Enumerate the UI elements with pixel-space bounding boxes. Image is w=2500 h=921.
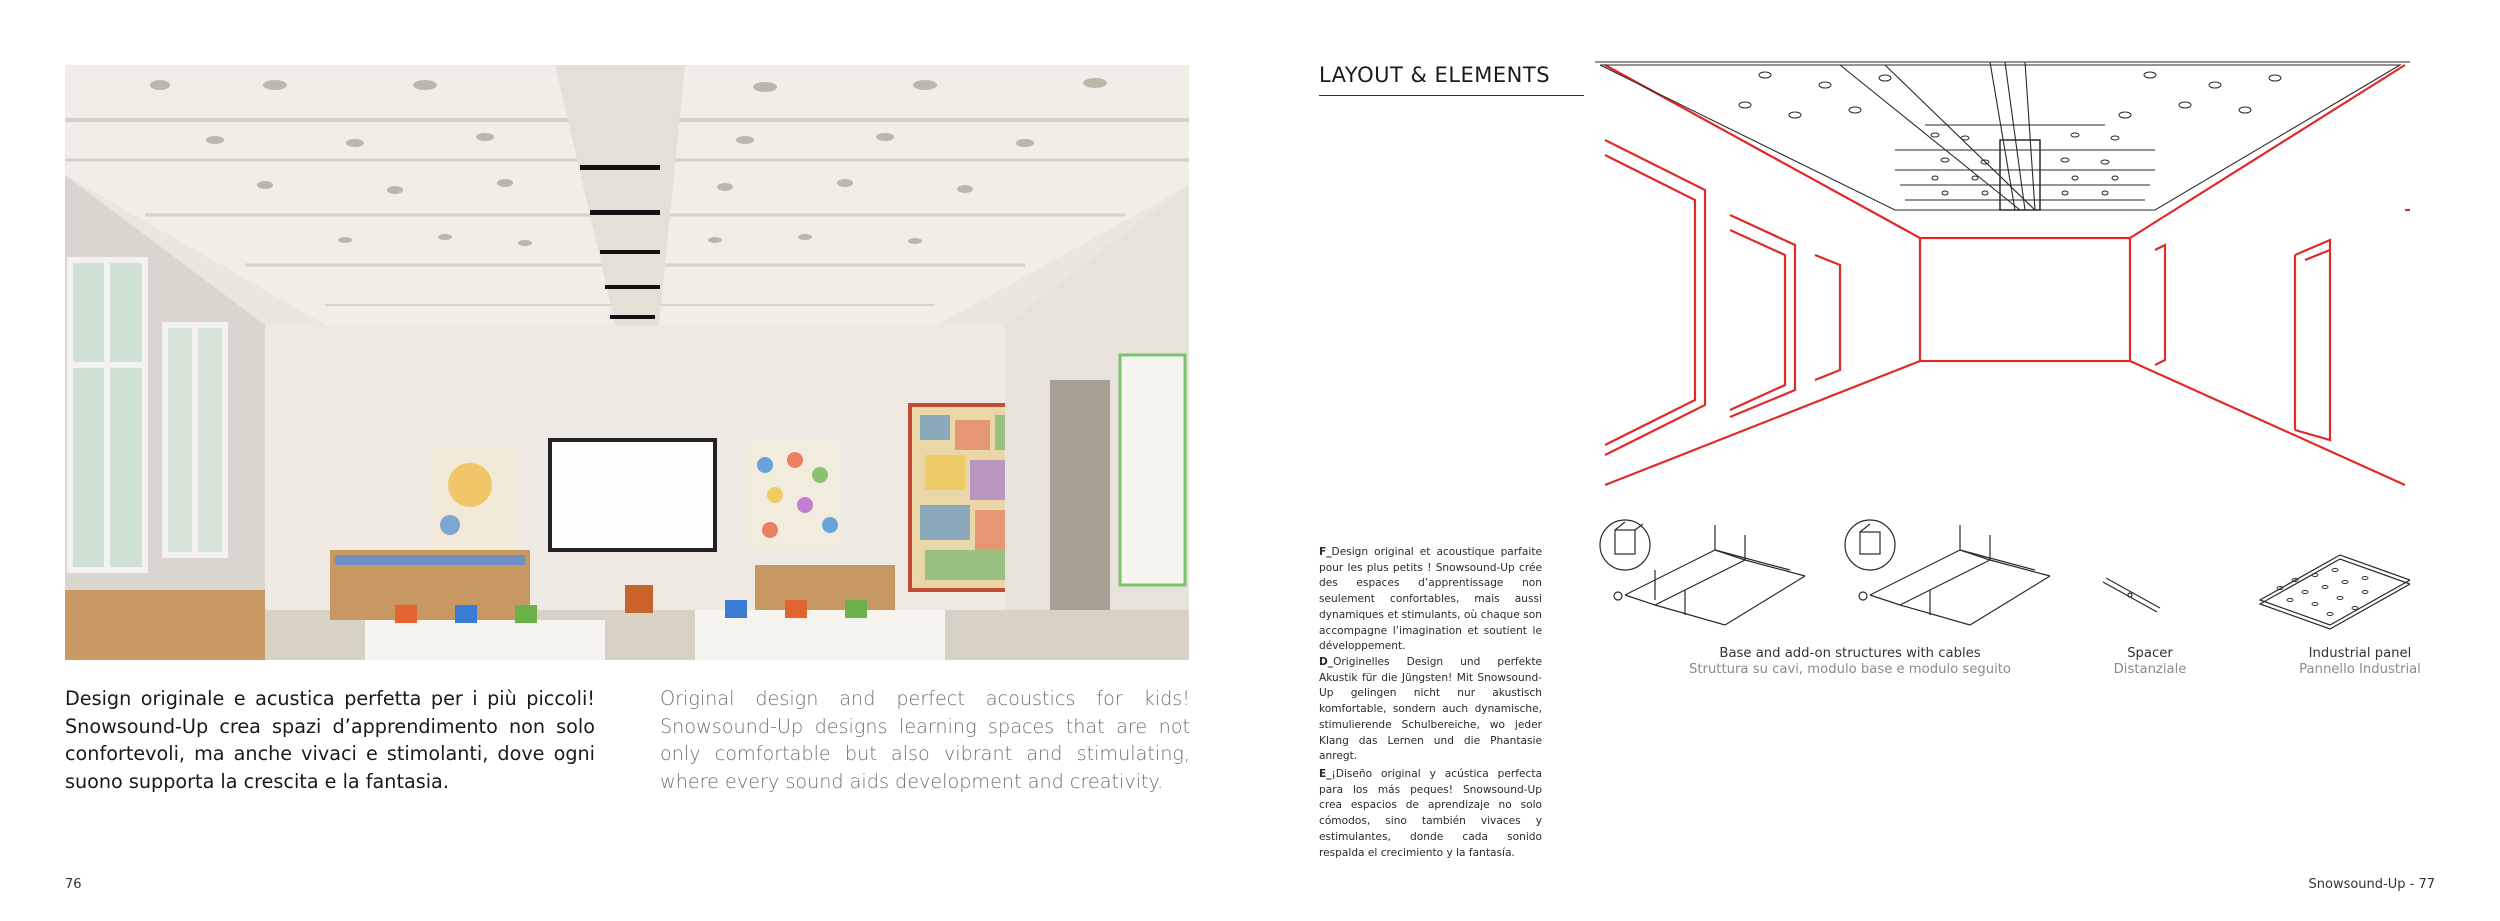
caption-spacer-subtitle: Distanziale [2113, 662, 2187, 677]
caption-base-subtitle: Struttura su cavi, modulo base e modulo seguito [1688, 662, 2011, 677]
lang-text-d: Originelles Design und perfekte Akustik für die Jüngsten! Mit Snowsound-Up gelingen nicht nur akustisch komfortable, sondern auch dynamische, stimulierende Schulbereiche, wo jeder Klang das Lernen und die Phantasie anregt. [1319, 656, 1542, 763]
lang-prefix-e: E_ [1319, 768, 1332, 780]
components-illustration [1595, 510, 2410, 650]
lang-text-e: ¡Diseño original y acústica perfecta para los más peques! Snowsound-Up crea espacios de aprendizaje no solo cómodos, sino también vivaces y estimulantes, donde cada sonido respalda el crecimiento y la fantasía. [1319, 768, 1542, 859]
caption-base-structures [1660, 646, 2040, 678]
body-text-english: Original design and perfect acoustics for kids! Snowsound-Up designs learning spaces that are not only comfortable but also vibrant and stimulating, where every sound aids development and creativity. [660, 687, 1190, 793]
lang-prefix-d: D_ [1319, 656, 1334, 668]
title-underline [1319, 95, 1584, 96]
text-block-spanish [1319, 767, 1542, 861]
caption-panel-title: Industrial panel [2308, 646, 2412, 661]
text-block-french [1319, 545, 1542, 655]
lang-text-f: Design original et acoustique parfaite pour les plus petits ! Snowsound-Up crée des espaces d’apprentissage non seulement confortables, mais aussi dynamiques et stimulants, où chaque son accompagne l’imagination et soutient le développement. [1319, 546, 1542, 653]
page-number-right: Snowsound-Up - 77 [2308, 877, 2435, 892]
caption-base-title: Base and add-on structures with cables [1719, 646, 1981, 661]
section-title: LAYOUT & ELEMENTS [1319, 63, 1551, 87]
lang-prefix-f: F_ [1319, 546, 1332, 558]
page-number-left: 76 [65, 877, 82, 892]
caption-spacer [2080, 646, 2220, 678]
caption-panel-subtitle: Pannello Industrial [2299, 662, 2421, 677]
classroom-photo [65, 65, 1189, 660]
detail-circle-base-icon [1600, 520, 1650, 570]
room-layout-drawing [1595, 60, 2410, 490]
body-text-italian: Design originale e acustica perfetta per i più piccoli! Snowsound-Up crea spazi d’apprendimento non solo confortevoli, ma anche vivaci e stimolanti, dove ogni suono supporta la crescita e la fantasia. [65, 687, 595, 793]
caption-industrial-panel [2270, 646, 2450, 678]
text-block-german [1319, 655, 1542, 765]
detail-circle-addon-icon [1845, 520, 1895, 570]
caption-spacer-title: Spacer [2127, 646, 2173, 661]
